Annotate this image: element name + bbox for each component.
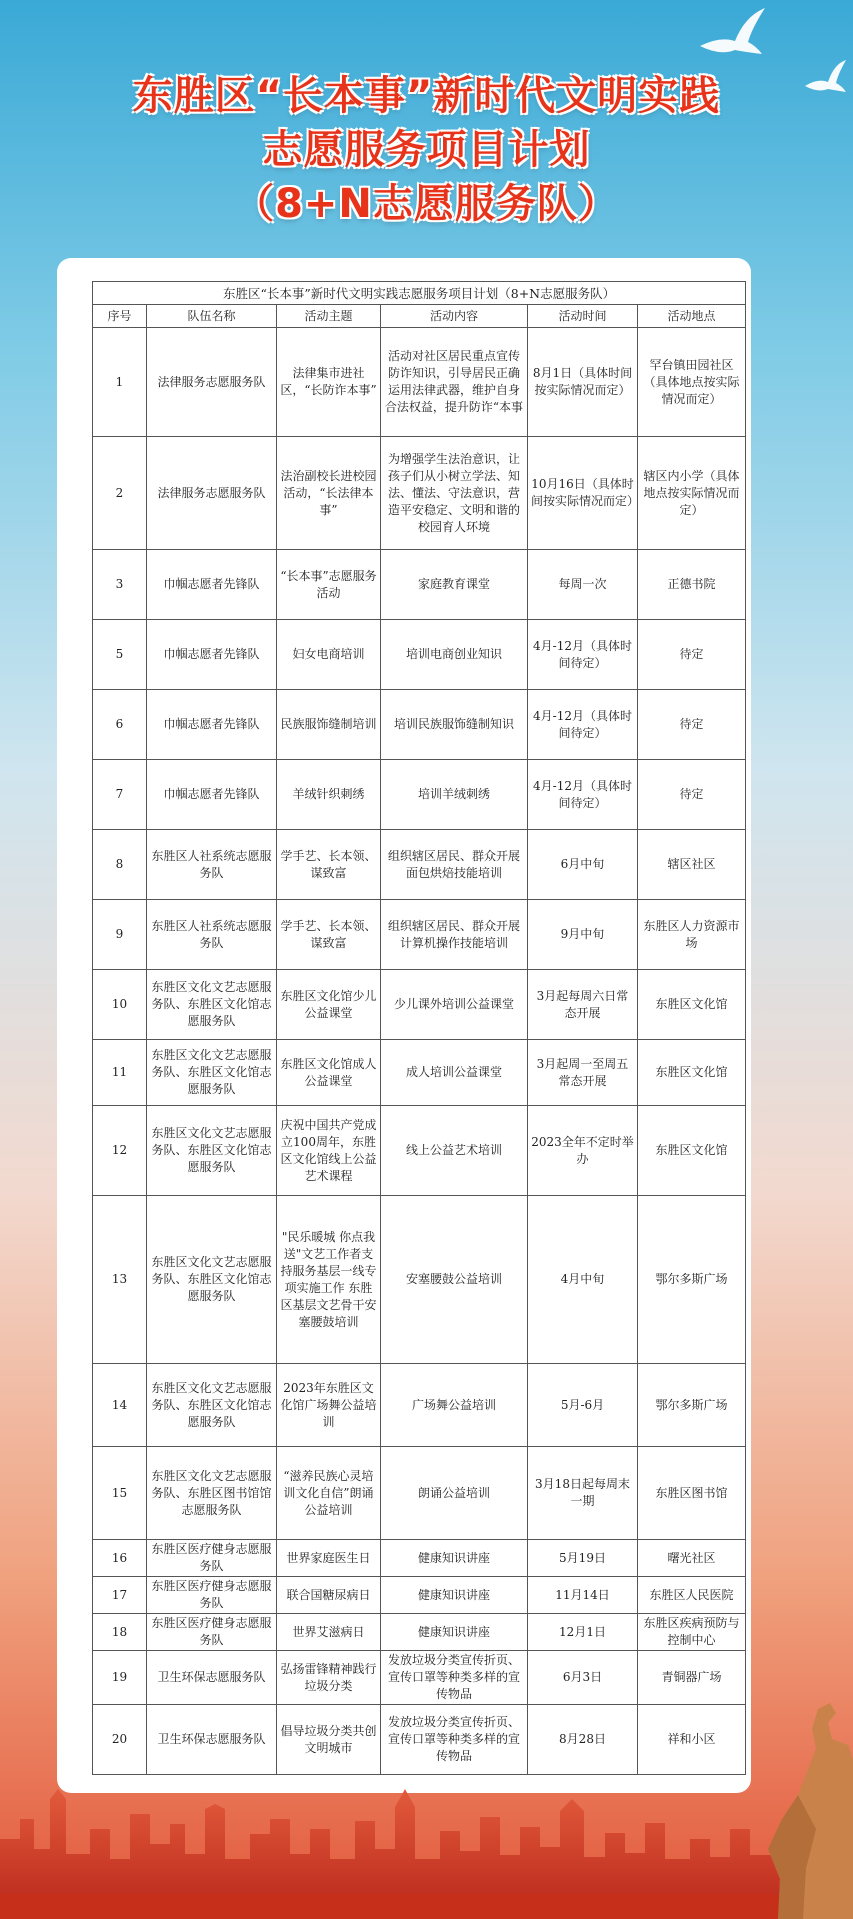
cell-time: 4月-12月（具体时间待定）: [528, 760, 638, 830]
cell-team: 巾帼志愿者先锋队: [147, 760, 277, 830]
table-row: [93, 970, 746, 1040]
cell-theme: 东胜区文化馆成人公益课堂: [277, 1040, 381, 1106]
column-header: 活动时间: [528, 305, 638, 328]
cell-time: 5月19日: [528, 1540, 638, 1577]
table-row: [93, 328, 746, 437]
table-row: [93, 550, 746, 620]
cell-team: 东胜区文化文艺志愿服务队、东胜区文化馆志愿服务队: [147, 1364, 277, 1447]
cell-place: 东胜区人民医院: [638, 1577, 746, 1614]
cell-place: 鄂尔多斯广场: [638, 1196, 746, 1364]
table-row: [93, 1447, 746, 1540]
cell-no: 7: [93, 760, 147, 830]
cell-no: 11: [93, 1040, 147, 1106]
column-header: 队伍名称: [147, 305, 277, 328]
cell-content: 培训羊绒刺绣: [381, 760, 528, 830]
cell-content: 发放垃圾分类宣传折页、宣传口罩等种类多样的宣传物品: [381, 1705, 528, 1775]
cell-no: 1: [93, 328, 147, 437]
cell-team: 东胜区医疗健身志愿服务队: [147, 1577, 277, 1614]
cell-place: 青铜器广场: [638, 1651, 746, 1705]
table-row: [93, 437, 746, 550]
cell-content: 家庭教育课堂: [381, 550, 528, 620]
cell-no: 20: [93, 1705, 147, 1775]
cell-team: 东胜区文化文艺志愿服务队、东胜区图书馆馆志愿服务队: [147, 1447, 277, 1540]
table-row: [93, 690, 746, 760]
cell-place: 祥和小区: [638, 1705, 746, 1775]
cell-no: 5: [93, 620, 147, 690]
cell-content: 广场舞公益培训: [381, 1364, 528, 1447]
cell-content: 健康知识讲座: [381, 1614, 528, 1651]
cell-theme: 学手艺、长本领、谋致富: [277, 830, 381, 900]
cell-theme: 倡导垃圾分类共创文明城市: [277, 1705, 381, 1775]
cell-no: 9: [93, 900, 147, 970]
cell-content: 为增强学生法治意识，让孩子们从小树立学法、知法、懂法、守法意识，营造平安稳定、文明和谐的校园育人环境: [381, 437, 528, 550]
cell-content: 健康知识讲座: [381, 1540, 528, 1577]
cell-team: 东胜区人社系统志愿服务队: [147, 830, 277, 900]
table-caption: 东胜区“长本事”新时代文明实践志愿服务项目计划（8+N志愿服务队）: [93, 282, 746, 305]
cell-time: 8月1日（具体时间按实际情况而定）: [528, 328, 638, 437]
cell-theme: 联合国糖尿病日: [277, 1577, 381, 1614]
cell-time: 6月中旬: [528, 830, 638, 900]
cell-team: 东胜区文化文艺志愿服务队、东胜区文化馆志愿服务队: [147, 1106, 277, 1196]
cell-content: 朗诵公益培训: [381, 1447, 528, 1540]
cell-time: 每周一次: [528, 550, 638, 620]
column-header: 活动主题: [277, 305, 381, 328]
cell-place: 辖区社区: [638, 830, 746, 900]
table-row: [93, 830, 746, 900]
dove-icon: [690, 6, 770, 66]
cell-team: 法律服务志愿服务队: [147, 437, 277, 550]
cell-team: 巾帼志愿者先锋队: [147, 620, 277, 690]
cell-content: 成人培训公益课堂: [381, 1040, 528, 1106]
column-header: 活动地点: [638, 305, 746, 328]
cell-time: 9月中旬: [528, 900, 638, 970]
cell-no: 6: [93, 690, 147, 760]
cell-time: 2023全年不定时举办: [528, 1106, 638, 1196]
cell-theme: “长本事”志愿服务活动: [277, 550, 381, 620]
cell-time: 4月-12月（具体时间待定）: [528, 690, 638, 760]
cell-theme: 庆祝中国共产党成立100周年，东胜区文化馆线上公益艺术课程: [277, 1106, 381, 1196]
page-title-line2: 志愿服务项目计划: [262, 127, 591, 173]
cell-team: 巾帼志愿者先锋队: [147, 690, 277, 760]
cell-place: 东胜区文化馆: [638, 970, 746, 1040]
cell-content: 线上公益艺术培训: [381, 1106, 528, 1196]
cell-time: 12月1日: [528, 1614, 638, 1651]
cell-place: 鄂尔多斯广场: [638, 1364, 746, 1447]
table-header-row: [93, 305, 746, 328]
cell-no: 14: [93, 1364, 147, 1447]
project-table: [92, 281, 746, 1775]
cell-team: 东胜区文化文艺志愿服务队、东胜区文化馆志愿服务队: [147, 970, 277, 1040]
cell-time: 4月-12月（具体时间待定）: [528, 620, 638, 690]
cell-content: 安塞腰鼓公益培训: [381, 1196, 528, 1364]
column-header: 序号: [93, 305, 147, 328]
cell-place: 东胜区图书馆: [638, 1447, 746, 1540]
statue-icon: [758, 1699, 853, 1919]
table-row: [93, 1614, 746, 1651]
cell-no: 3: [93, 550, 147, 620]
table-row: [93, 760, 746, 830]
cell-no: 15: [93, 1447, 147, 1540]
cell-theme: 民族服饰缝制培训: [277, 690, 381, 760]
table-row: [93, 1364, 746, 1447]
table-row: [93, 1196, 746, 1364]
cell-theme: 世界艾滋病日: [277, 1614, 381, 1651]
cell-place: 东胜区文化馆: [638, 1040, 746, 1106]
cell-team: 东胜区文化文艺志愿服务队、东胜区文化馆志愿服务队: [147, 1196, 277, 1364]
cell-team: 东胜区医疗健身志愿服务队: [147, 1614, 277, 1651]
cell-theme: “滋养民族心灵培训文化自信”朗诵公益培训: [277, 1447, 381, 1540]
cell-team: 巾帼志愿者先锋队: [147, 550, 277, 620]
cell-theme: 妇女电商培训: [277, 620, 381, 690]
page-title-line3: （8+N志愿服务队）: [234, 181, 619, 227]
cell-place: 正德书院: [638, 550, 746, 620]
table-row: [93, 1540, 746, 1577]
cell-time: 3月起每周六日常态开展: [528, 970, 638, 1040]
cell-place: 待定: [638, 690, 746, 760]
table-row: [93, 1651, 746, 1705]
cell-content: 少儿课外培训公益课堂: [381, 970, 528, 1040]
cell-place: 待定: [638, 760, 746, 830]
cell-content: 培训电商创业知识: [381, 620, 528, 690]
column-header: 活动内容: [381, 305, 528, 328]
cell-time: 10月16日（具体时间按实际情况而定）: [528, 437, 638, 550]
cell-place: 东胜区文化馆: [638, 1106, 746, 1196]
table-row: [93, 900, 746, 970]
cell-theme: 2023年东胜区文化馆广场舞公益培训: [277, 1364, 381, 1447]
cell-content: 组织辖区居民、群众开展计算机操作技能培训: [381, 900, 528, 970]
cell-content: 培训民族服饰缝制知识: [381, 690, 528, 760]
cell-no: 12: [93, 1106, 147, 1196]
cell-theme: 东胜区文化馆少儿公益课堂: [277, 970, 381, 1040]
cell-no: 17: [93, 1577, 147, 1614]
cell-team: 东胜区文化文艺志愿服务队、东胜区文化馆志愿服务队: [147, 1040, 277, 1106]
cell-time: 8月28日: [528, 1705, 638, 1775]
cell-theme: 法治副校长进校园活动，“长法律本事”: [277, 437, 381, 550]
cell-team: 东胜区医疗健身志愿服务队: [147, 1540, 277, 1577]
page-title-line1: 东胜区“长本事”新时代文明实践: [132, 73, 721, 119]
cell-place: 罕台镇田园社区（具体地点按实际情况而定）: [638, 328, 746, 437]
table-row: [93, 1577, 746, 1614]
cell-no: 19: [93, 1651, 147, 1705]
cell-content: 活动对社区居民重点宣传防诈知识，引导居民正确运用法律武器，维护自身合法权益，提升防诈“本事: [381, 328, 528, 437]
cell-place: 辖区内小学（具体地点按实际情况而定）: [638, 437, 746, 550]
cell-no: 13: [93, 1196, 147, 1364]
cell-no: 10: [93, 970, 147, 1040]
cell-time: 3月起周一至周五常态开展: [528, 1040, 638, 1106]
cell-theme: 羊绒针织刺绣: [277, 760, 381, 830]
cell-time: 4月中旬: [528, 1196, 638, 1364]
cell-time: 5月-6月: [528, 1364, 638, 1447]
skyline-icon: [0, 1759, 853, 1919]
cell-time: 11月14日: [528, 1577, 638, 1614]
cell-no: 2: [93, 437, 147, 550]
cell-theme: 学手艺、长本领、谋致富: [277, 900, 381, 970]
cell-content: 组织辖区居民、群众开展面包烘焙技能培训: [381, 830, 528, 900]
cell-theme: 世界家庭医生日: [277, 1540, 381, 1577]
cell-theme: 法律集市进社区，“长防诈本事”: [277, 328, 381, 437]
cell-no: 8: [93, 830, 147, 900]
cell-place: 待定: [638, 620, 746, 690]
cell-team: 卫生环保志愿服务队: [147, 1651, 277, 1705]
cell-team: 法律服务志愿服务队: [147, 328, 277, 437]
cell-place: 东胜区疾病预防与控制中心: [638, 1614, 746, 1651]
table-row: [93, 620, 746, 690]
cell-team: 卫生环保志愿服务队: [147, 1705, 277, 1775]
cell-content: 发放垃圾分类宣传折页、宣传口罩等种类多样的宣传物品: [381, 1651, 528, 1705]
cell-place: 东胜区人力资源市场: [638, 900, 746, 970]
table-row: [93, 1106, 746, 1196]
cell-content: 健康知识讲座: [381, 1577, 528, 1614]
cell-theme: 弘扬雷锋精神践行垃圾分类: [277, 1651, 381, 1705]
table-row: [93, 1040, 746, 1106]
cell-team: 东胜区人社系统志愿服务队: [147, 900, 277, 970]
cell-time: 6月3日: [528, 1651, 638, 1705]
cell-theme: "民乐暖城 你点我送"文艺工作者支持服务基层一线专项实施工作 东胜区基层文艺骨干安塞腰鼓培训: [277, 1196, 381, 1364]
cell-no: 18: [93, 1614, 147, 1651]
cell-time: 3月18日起每周末一期: [528, 1447, 638, 1540]
cell-no: 16: [93, 1540, 147, 1577]
cell-place: 曙光社区: [638, 1540, 746, 1577]
